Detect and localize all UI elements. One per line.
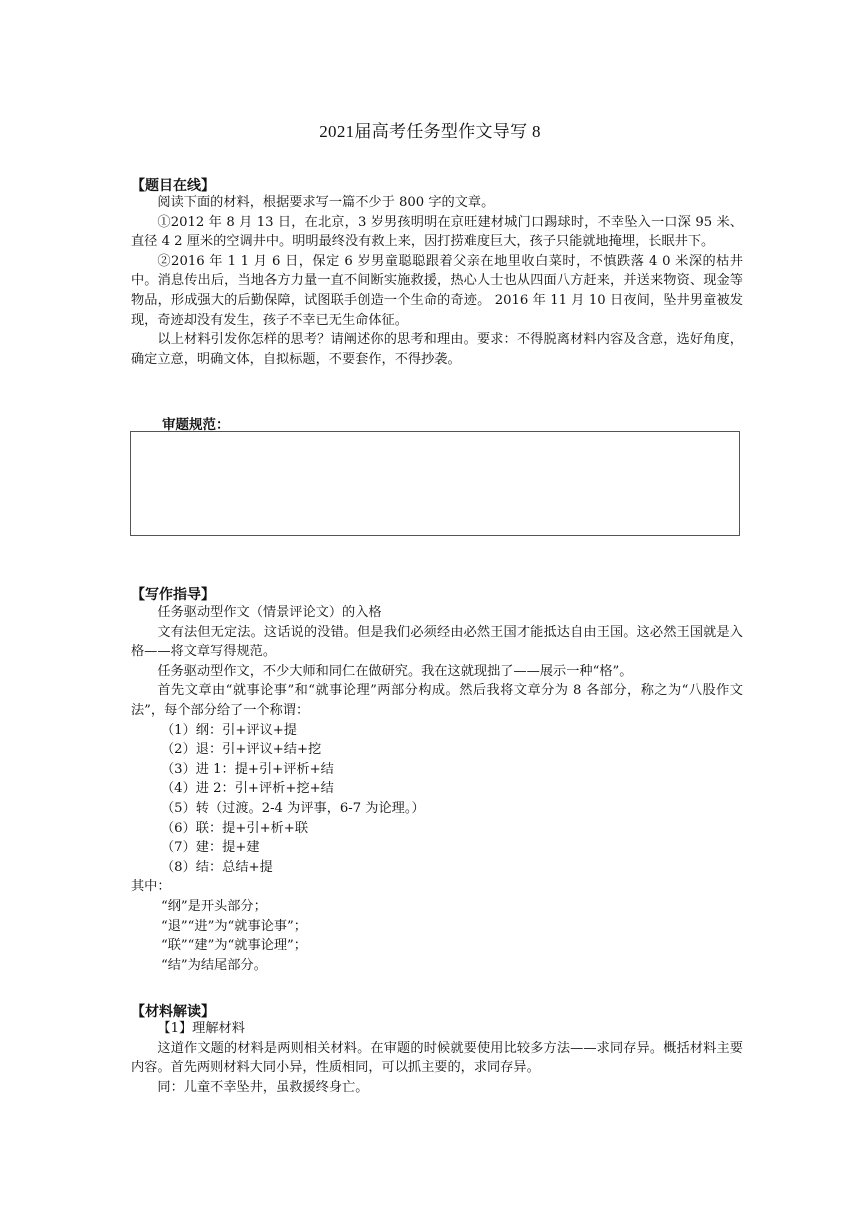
guidance-list-item: （6）联：提+引+析+联 <box>161 820 309 836</box>
guidance-list-item: （3）进 1：提+引+评析+结 <box>161 761 334 777</box>
page-title: 2021届高考任务型作文导写 8 <box>319 122 541 141</box>
guidance-note: “纲”是开头部分； <box>161 898 267 914</box>
guidance-list-item: （4）进 2：引+评析+挖+结 <box>161 781 334 797</box>
guidance-note: “退”“进”为“就事论事”； <box>161 918 307 934</box>
review-label: 审题规范： <box>162 417 230 433</box>
section-heading-topic: 【题目在线】 <box>131 178 215 194</box>
interpretation-paragraph: 同：儿童不幸坠井，虽救援终身亡。 <box>157 1079 369 1095</box>
guidance-list-item: （8）结：总结+提 <box>161 859 273 875</box>
section-heading-interpretation: 【材料解读】 <box>131 1004 215 1020</box>
guidance-among: 其中： <box>131 879 171 895</box>
topic-material-2: ②2016 年 1 1 月 6 日，保定 6 岁男童聪聪跟着父亲在地里收白菜时，不慎跌落 4 0 米深的枯井中。消息传出后，当地各方力量一直不间断实施救援，热心人士也从四面八方赶来，并送来物资、现金等物品，形成强大的后勤保障，试图联手创造一个生命的奇迹。 2016 年 11 月 10 日夜间，坠井男童被发现，奇迹却没有发生，孩子不幸已无生命体征。 <box>131 253 743 328</box>
guidance-note: “结”为结尾部分。 <box>161 957 267 973</box>
interpretation-body <box>131 1019 743 1097</box>
section-heading-guidance: 【写作指导】 <box>131 587 215 603</box>
guidance-list-item: （1）纲：引+评议+提 <box>161 722 297 738</box>
topic-material-1: ①2012 年 8 月 13 日，在北京，3 岁男孩明明在京旺建材城门口踢球时，不幸坠入一口深 95 米、直径 4 2 厘米的空调井中。明明最终没有救上来，因打捞难度巨大，孩子只能就地掩埋，长眠井下。 <box>131 214 743 250</box>
topic-requirement: 以上材料引发你怎样的思考？请阐述你的思考和理由。要求：不得脱离材料内容及含意，选好角度，确定立意，明确文体，自拟标题，不要套作，不得抄袭。 <box>131 332 743 367</box>
guidance-body <box>131 603 743 975</box>
interpretation-subheading: 【1】理解材料 <box>157 1021 245 1036</box>
topic-instruction: 阅读下面的材料，根据要求写一篇不少于 800 字的文章。 <box>157 195 495 210</box>
guidance-paragraph: 文有法但无定法。这话说的没错。但是我们必须经由必然王国才能抵达自由王国。这必然王国就是入格——将文章写得规范。 <box>131 624 743 660</box>
guidance-list-item: （7）建：提+建 <box>161 840 260 856</box>
guidance-paragraph: 首先文章由“就事论事”和“就事论理”两部分构成。然后我将文章分为 8 各部分，称之为“八股作文法”，每个部分给了一个称谓： <box>131 683 743 718</box>
guidance-paragraph: 任务驱动型作文（情景评论文）的入格 <box>157 605 382 620</box>
review-answer-box[interactable] <box>130 431 740 536</box>
interpretation-paragraph: 这道作文题的材料是两则相关材料。在审题的时候就要使用比较多方法——求同存异。概括材料主要内容。首先两则材料大同小异，性质相同，可以抓主要的，求同存异。 <box>131 1040 743 1076</box>
guidance-list-item: （2）退：引+评议+结+挖 <box>161 742 322 758</box>
topic-body <box>131 193 743 369</box>
guidance-note: “联”“建”为“就事论理”； <box>161 938 307 954</box>
guidance-paragraph: 任务驱动型作文，不少大师和同仁在做研究。我在这就现拙了——展示一种“格”。 <box>157 663 633 679</box>
guidance-list-item: （5）转（过渡。2-4 为评事，6-7 为论理。） <box>161 800 425 816</box>
